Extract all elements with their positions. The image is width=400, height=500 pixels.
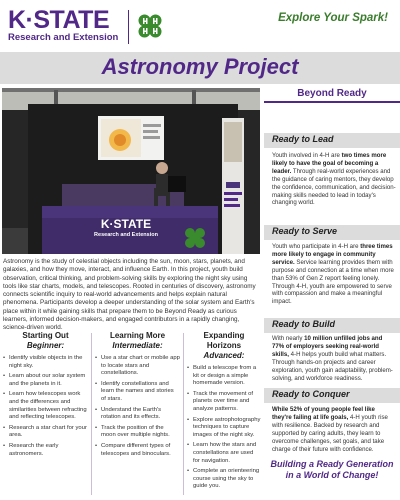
tagline: Explore Your Spark! <box>278 12 388 24</box>
logo-divider <box>128 10 129 44</box>
section-heading-text: Ready to Build <box>272 319 336 329</box>
section-text: 4-H helps youth build what matters. Through hands-on projects and career exploration, youth gain adaptability, problem-solving, and workforce readiness. <box>272 350 393 382</box>
sidebar-banner-text: Beyond Ready <box>297 88 367 99</box>
section-body-conquer <box>272 406 396 453</box>
section-heading-build <box>264 318 400 333</box>
list-item: • Learn how the stars and constellations are used for navigation. <box>187 442 261 465</box>
kstate-logo <box>8 6 119 43</box>
list-item: • Identify visible objects in the night sky. <box>3 355 88 370</box>
section-body-serve <box>272 243 396 306</box>
section-text: With nearly <box>272 335 305 342</box>
column-divider <box>91 333 92 495</box>
level-subheading: Advanced: <box>203 351 245 360</box>
level-list <box>3 355 88 458</box>
level-column-intermediate <box>95 331 180 461</box>
level-subheading: Beginner: <box>26 341 65 350</box>
list-item: • Research a star chart for your area. <box>3 425 88 440</box>
section-heading-lead <box>264 133 400 148</box>
section-highlight: two times more likely to have the goal of becoming a leader. <box>272 152 387 175</box>
section-highlight: 10 million unfilled jobs and 77% of employers seeking real-world skills, <box>272 335 383 358</box>
section-heading-text: Ready to Lead <box>272 134 334 144</box>
list-item: • Track the movement of planets over time and analyze patterns. <box>187 391 261 414</box>
level-heading: Expanding Horizons <box>203 331 245 350</box>
list-item: • Understand the Earth's rotation and its effects. <box>95 407 180 422</box>
list-item: • Build a telescope from a kit or design a simple homemade version. <box>187 365 261 388</box>
section-heading-conquer <box>264 388 400 403</box>
list-item: • Learn about our solar system and the planets in it. <box>3 373 88 388</box>
beyond-ready-sidebar <box>264 86 400 500</box>
section-text: Service learning provides them with purpose and connection at a time when more than 53% of Gen Z report feeling lonely. Through 4-H, youth are empowered to serve with compassion and make a meaningful impact. <box>272 258 394 306</box>
closing-slogan: Building a Ready Generation in a World of Change! <box>270 459 394 480</box>
list-item: • Identify constellations and learn the names and stories of stars. <box>95 381 180 404</box>
section-body-build <box>272 335 396 382</box>
level-heading: Starting Out <box>22 331 69 340</box>
list-item: • Learn how telescopes work and the differences and similarities between refracting and reflecting telescopes. <box>3 391 88 421</box>
level-list <box>95 355 180 458</box>
section-text: Through real-world experiences and the guidance of caring mentors, they develop the confidence, communication, and decision-making skills needed to lead in today's changing world. <box>272 167 396 207</box>
list-item: • Use a star chart or mobile app to locate stars and constellations. <box>95 355 180 378</box>
section-heading-text: Ready to Serve <box>272 226 338 236</box>
list-item: • Track the position of the moon over multiple nights. <box>95 425 180 440</box>
sidebar-banner <box>264 86 400 103</box>
section-text: Youth who participate in 4-H are <box>272 243 361 250</box>
column-divider <box>183 333 184 495</box>
section-highlight: While 52% of young people feel like they're failing at life goals, <box>272 406 375 421</box>
level-list <box>187 365 261 491</box>
section-text: 4-H youth rise with resilience. Backed by research and supported by caring adults, they learn to overcome challenges, set goals, and take charge of their future with confidence. <box>272 413 388 453</box>
section-text: Youth involved in 4-H are <box>272 152 342 159</box>
list-item: • Compare different types of telescopes and binoculars. <box>95 443 180 458</box>
presentation-photo <box>2 88 260 254</box>
section-heading-serve <box>264 225 400 240</box>
photo-banner-main: K·STATE <box>100 217 152 231</box>
intro-paragraph: Astronomy is the study of celestial objects including the sun, moon, stars, planets, and galaxies, and how they move, interact, and influence Earth. In this project, youth build observation, critical thinking, and problem-solving skills by exploring the night sky using tools like star charts, models, and telescopes. Rooted in centuries of discovery, astronomy connects scientific inquiry to real-world advancements and helps explain natural phenomena. Participants develop a deeper understanding of the solar system and Earth's place within it while gaining skills that prepare them to be Beyond Ready as curious learners, informed decision-makers, and engaged contributors in a rapidly changing, science-driven world. <box>3 258 256 332</box>
title-bar <box>0 52 400 84</box>
photo-banner-sub: Research and Extension <box>94 232 158 238</box>
logo-sub-text: Research and Extension <box>8 32 119 43</box>
logo-main-text: K·STATE <box>8 6 110 34</box>
level-subheading: Intermediate: <box>112 341 163 350</box>
section-body-lead <box>272 152 396 207</box>
level-heading: Learning More <box>109 331 166 340</box>
list-item: • Complete an orienteering course using the sky to guide you. <box>187 468 261 491</box>
page-title: Astronomy Project <box>101 54 299 79</box>
level-column-advanced <box>187 331 261 494</box>
4h-clover-icon <box>134 10 166 42</box>
level-column-beginner <box>3 331 88 461</box>
section-highlight: three times more likely to engage in community service. <box>272 243 393 266</box>
list-item: • Explore astrophotography techniques to capture images of the night sky. <box>187 417 261 440</box>
section-heading-text: Ready to Conquer <box>272 389 350 399</box>
list-item: • Research the early astronomers. <box>3 443 88 458</box>
header <box>0 0 400 50</box>
